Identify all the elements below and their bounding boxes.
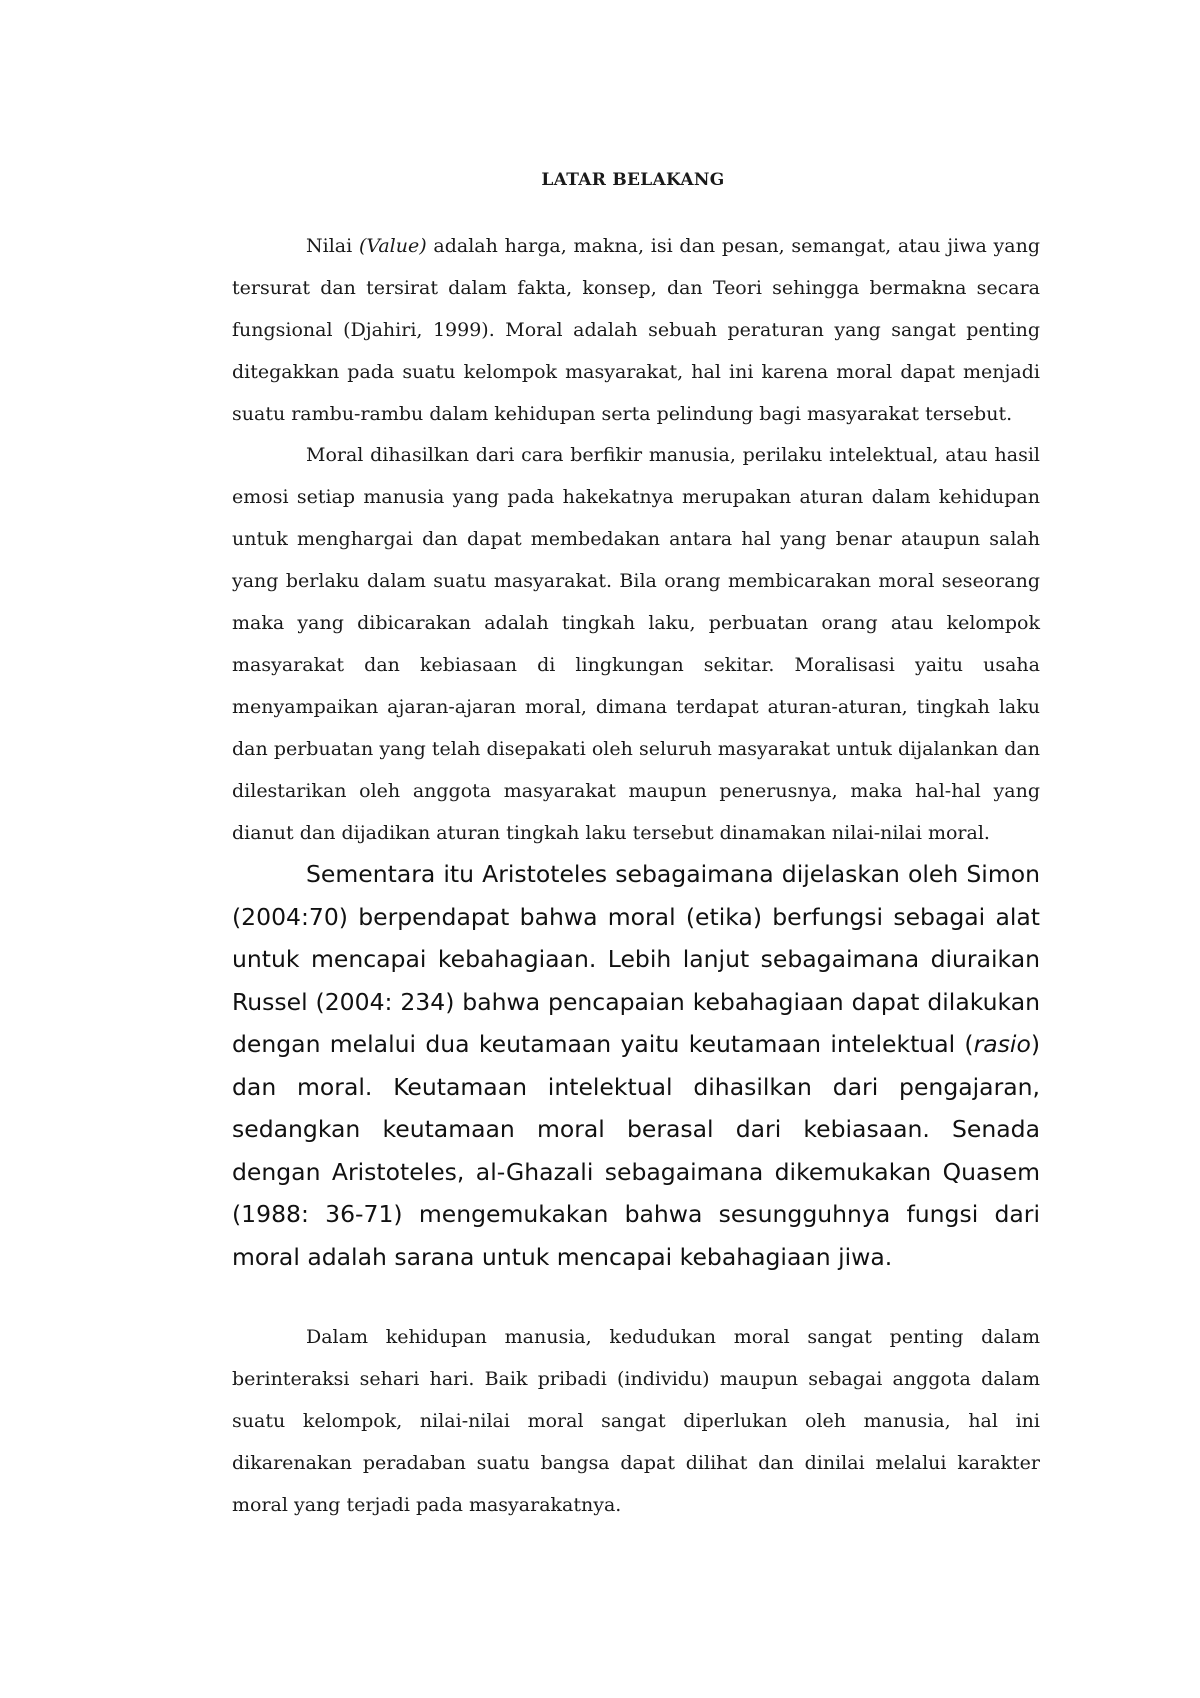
paragraph-text: Nilai — [306, 235, 359, 257]
paragraph-moral-origin — [232, 434, 1040, 854]
page-title: LATAR BELAKANG — [541, 170, 725, 190]
paragraph-text: adalah harga, makna, isi dan pesan, semangat, atau jiwa yang tersurat dan tersirat dalam fakta, konsep, dan Teori sehingga bermakna secara fungsional (Djahiri, 1999). Moral adalah sebuah peraturan yang sangat penting ditegakkan pada suatu kelompok masyarakat, hal ini karena moral dapat menjadi suatu rambu-rambu dalam kehidupan serta pelindung bagi masyarakat tersebut. — [232, 235, 1040, 425]
italic-term-rasio: rasio — [973, 1030, 1031, 1058]
paragraph-text: ) dan moral. Keutamaan intelektual dihasilkan dari pengajaran, sedangkan keutamaan moral berasal dari kebiasaan. Senada dengan Aristoteles, al-Ghazali sebagaimana dikemukakan Quasem (1988: 36-71) mengemukakan bahwa sesungguhnya fungsi dari moral adalah sarana untuk mencapai kebahagiaan jiwa. — [232, 1030, 1040, 1271]
italic-term-value: (Value) — [358, 235, 427, 257]
paragraph-text: Dalam kehidupan manusia, kedudukan moral sangat penting dalam berinteraksi sehari hari. Baik pribadi (individu) maupun sebagai anggota dalam suatu kelompok, nilai-nilai moral sangat diperlukan oleh manusia, hal ini dikarenakan peradaban suatu bangsa dapat dilihat dan dinilai melalui karakter moral yang terjadi pada masyarakatnya. — [232, 1326, 1040, 1516]
paragraph-value-definition — [232, 225, 1040, 435]
paragraph-moral-importance — [232, 1316, 1040, 1526]
paragraph-text: Sementara itu Aristoteles sebagaimana dijelaskan oleh Simon (2004:70) berpendapat bahwa moral (etika) berfungsi sebagai alat untuk mencapai kebahagiaan. Lebih lanjut sebagaimana diuraikan Russel (2004: 234) bahwa pencapaian kebahagiaan dapat dilakukan dengan melalui dua keutamaan yaitu keutamaan intelektual ( — [232, 860, 1040, 1058]
paragraph-aristoteles — [232, 853, 1040, 1278]
paragraph-text: Moral dihasilkan dari cara berfikir manusia, perilaku intelektual, atau hasil emosi setiap manusia yang pada hakekatnya merupakan aturan dalam kehidupan untuk menghargai dan dapat membedakan antara hal yang benar ataupun salah yang berlaku dalam suatu masyarakat. Bila orang membicarakan moral seseorang maka yang dibicarakan adalah tingkah laku, perbuatan orang atau kelompok masyarakat dan kebiasaan di lingkungan sekitar. Moralisasi yaitu usaha menyampaikan ajaran-ajaran moral, dimana terdapat aturan-aturan, tingkah laku dan perbuatan yang telah disepakati oleh seluruh masyarakat untuk dijalankan dan dilestarikan oleh anggota masyarakat maupun penerusnya, maka hal-hal yang dianut dan dijadikan aturan tingkah laku tersebut dinamakan nilai-nilai moral. — [232, 444, 1040, 844]
